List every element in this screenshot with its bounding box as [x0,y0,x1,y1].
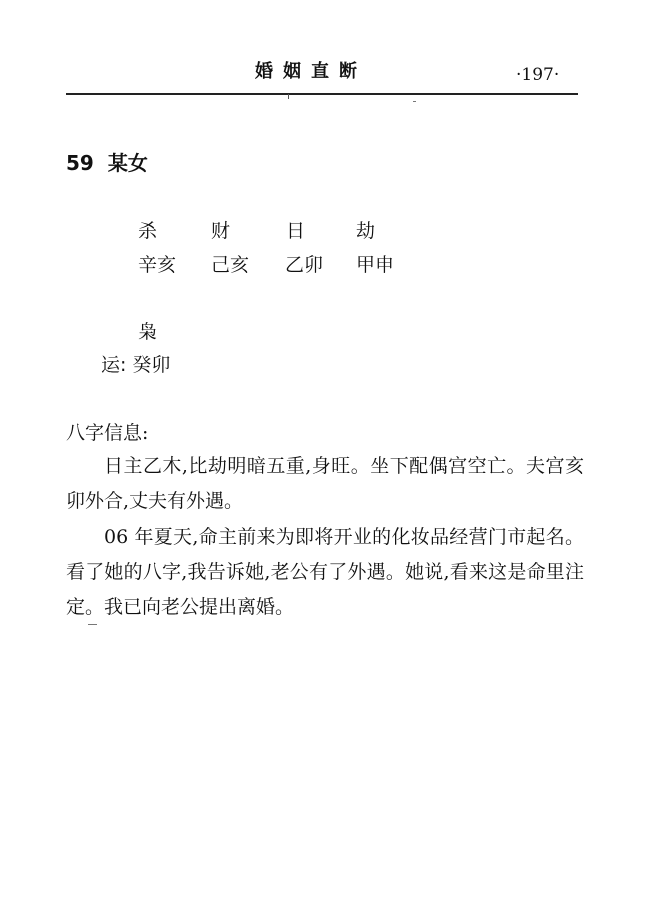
print-speck [288,94,290,99]
luck-value: 癸卯 [132,354,171,376]
hidden-god: 枭 [138,321,158,343]
case-number: 59 [66,151,94,175]
info-heading: 八字信息: [66,422,149,444]
luck-line [101,353,170,377]
ten-god-hour: 劫 [356,220,376,242]
body-paragraph: 06 年夏天,命主前来为即将开业的化妆品经营门市起名。看了她的八字,我告诉她,老公有了外遇。她说,看来这是命里注定。我已向老公提出离婚。 [66,526,584,618]
pillar-month: 己亥 [211,254,250,276]
print-speck [88,624,97,625]
case-heading [66,150,148,176]
running-title: 婚姻直断 [255,61,367,82]
ten-god-day: 日 [286,220,306,242]
case-title: 某女 [107,151,148,175]
pillar-year: 辛亥 [138,254,177,276]
ten-god-year: 杀 [138,220,158,242]
print-speck [413,101,416,102]
pillar-hour: 甲申 [356,254,395,276]
pillar-day: 乙卯 [285,254,324,276]
luck-label: 运: [101,354,127,376]
header-rule [66,93,578,95]
page-number: ·197· [516,65,560,85]
body-paragraph: 日主乙木,比劫明暗五重,身旺。坐下配偶宫空亡。夫宫亥卯外合,丈夫有外遇。 [66,455,584,512]
ten-god-month: 财 [211,220,231,242]
